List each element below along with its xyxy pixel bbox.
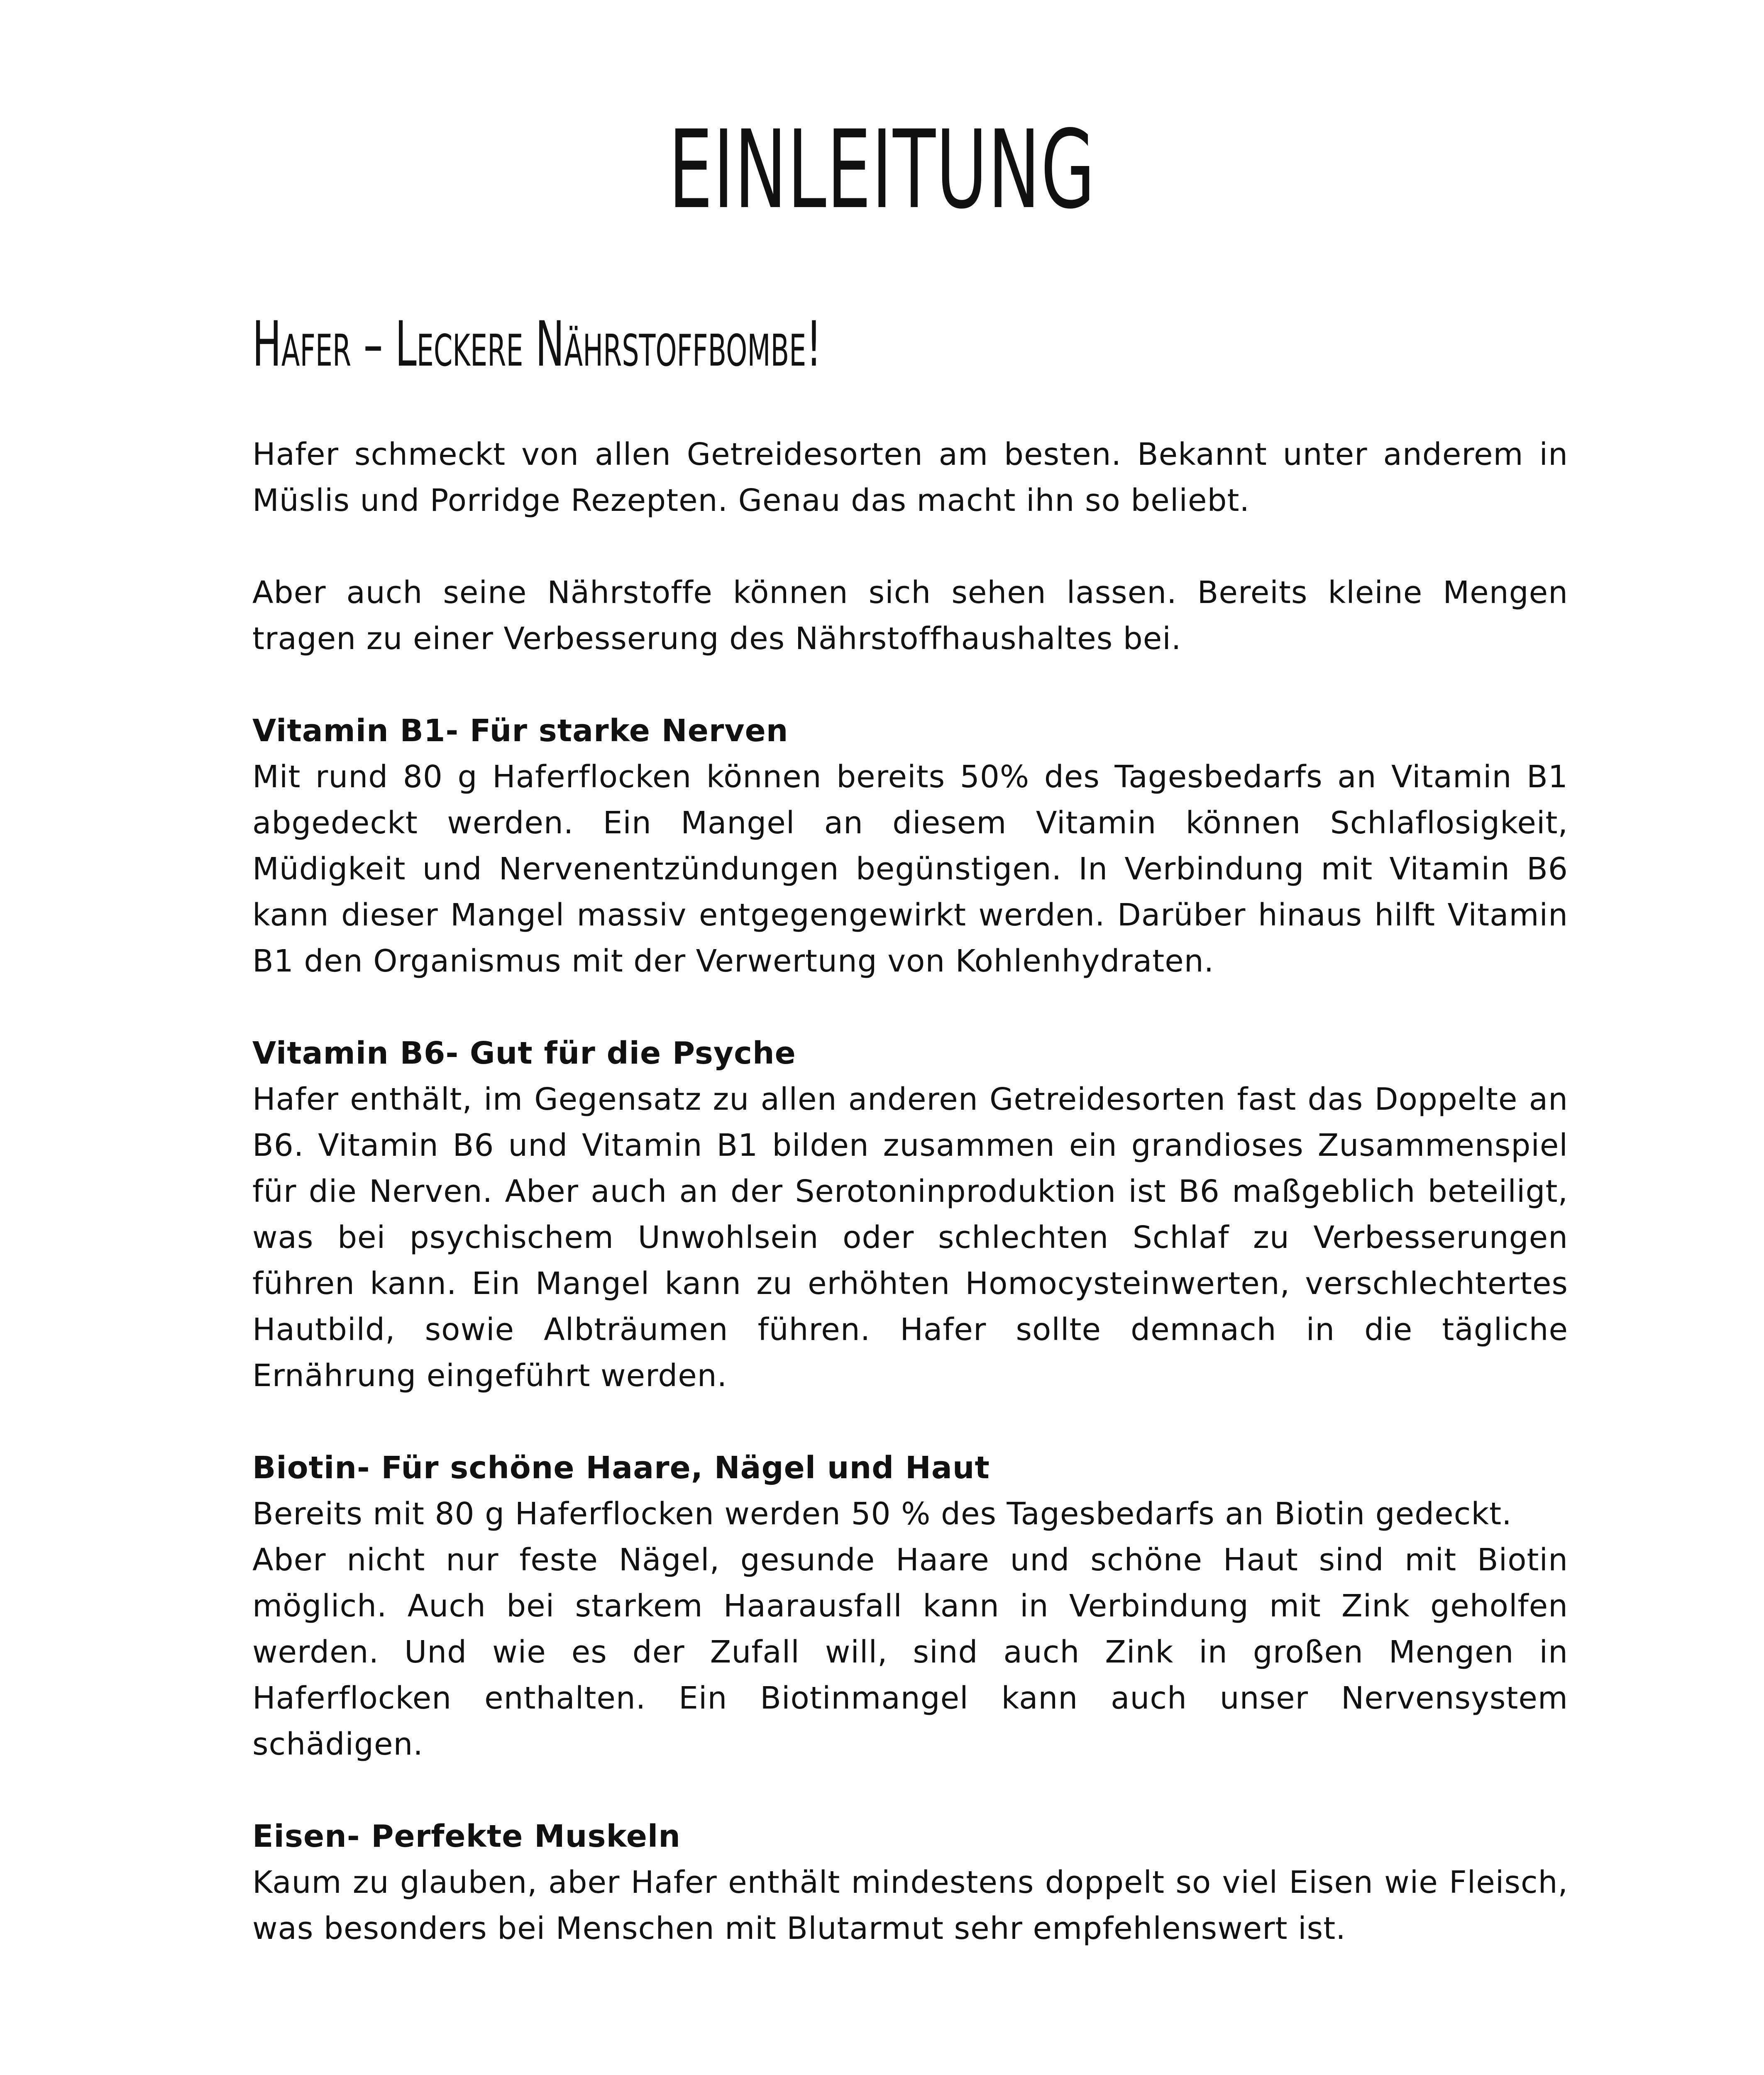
page-subtitle: Hafer – Leckere Nährstoffbombe! (252, 308, 822, 381)
page-title: EINLEITUNG (668, 107, 1096, 233)
section-heading: Vitamin B6- Gut für die Psyche (252, 1035, 796, 1071)
section-vitamin-b1 (252, 708, 1568, 984)
section-body: Hafer enthält, im Gegensatz zu allen anderen Getreidesorten fast das Doppelte an B6. Vitamin B6 und Vitamin B1 bilden zusammen ein grandioses Zusammenspiel für die Nerven. Aber auch an der Serotoninproduktion ist B6 maßgeblich beteiligt, was bei psychischem Unwohlsein oder schlechten Schlaf zu Verbesserungen führen kann. Ein Mangel kann zu erhöhten Homocysteinwerten, verschlechtertes Hautbild, sowie Albträumen führen. Hafer sollte demnach in die tägliche Ernährung eingeführt werden. (252, 1081, 1568, 1394)
intro-paragraph: Hafer schmeckt von allen Getreidesorten am besten. Bekannt unter anderem in Müslis und Porridge Rezepten. Genau das macht ihn so beliebt. (252, 437, 1568, 518)
section-heading: Eisen- Perfekte Muskeln (252, 1819, 681, 1854)
section-body: Bereits mit 80 g Haferflocken werden 50 % des Tagesbedarfs an Biotin gedeckt. Aber nicht nur feste Nägel, gesunde Haare und schöne Haut sind mit Biotin möglich. Auch bei starkem Haarausfall kann in Verbindung mit Zink geholfen werden. Und wie es der Zufall will, sind auch Zink in großen Mengen in Haferflocken enthalten. Ein Biotinmangel kann auch unser Nervensystem schädigen. (252, 1496, 1568, 1762)
section-heading: Vitamin B1- Für starke Nerven (252, 713, 789, 749)
page-content (252, 432, 1568, 1998)
section-vitamin-b6 (252, 1030, 1568, 1399)
section-body: Mit rund 80 g Haferflocken können bereits 50% des Tagesbedarfs an Vitamin B1 abgedeckt werden. Ein Mangel an diesem Vitamin können Schlaflosigkeit, Müdigkeit und Nervenentzündungen begünstigen. In Verbindung mit Vitamin B6 kann dieser Mangel massiv entgegengewirkt werden. Darüber hinaus hilft Vitamin B1 den Organismus mit der Verwertung von Kohlenhydraten. (252, 759, 1568, 979)
section-heading: Biotin- Für schöne Haare, Nägel und Haut (252, 1450, 990, 1486)
intro-paragraph: Aber auch seine Nährstoffe können sich sehen lassen. Bereits kleine Mengen tragen zu einer Verbesserung des Nährstoffhaushaltes bei. (252, 575, 1568, 657)
section-body: Kaum zu glauben, aber Hafer enthält mindestens doppelt so viel Eisen wie Fleisch, was besonders bei Menschen mit Blutarmut sehr empfehlenswert ist. (252, 1865, 1568, 1946)
section-biotin (252, 1445, 1568, 1767)
section-eisen (252, 1814, 1568, 1952)
